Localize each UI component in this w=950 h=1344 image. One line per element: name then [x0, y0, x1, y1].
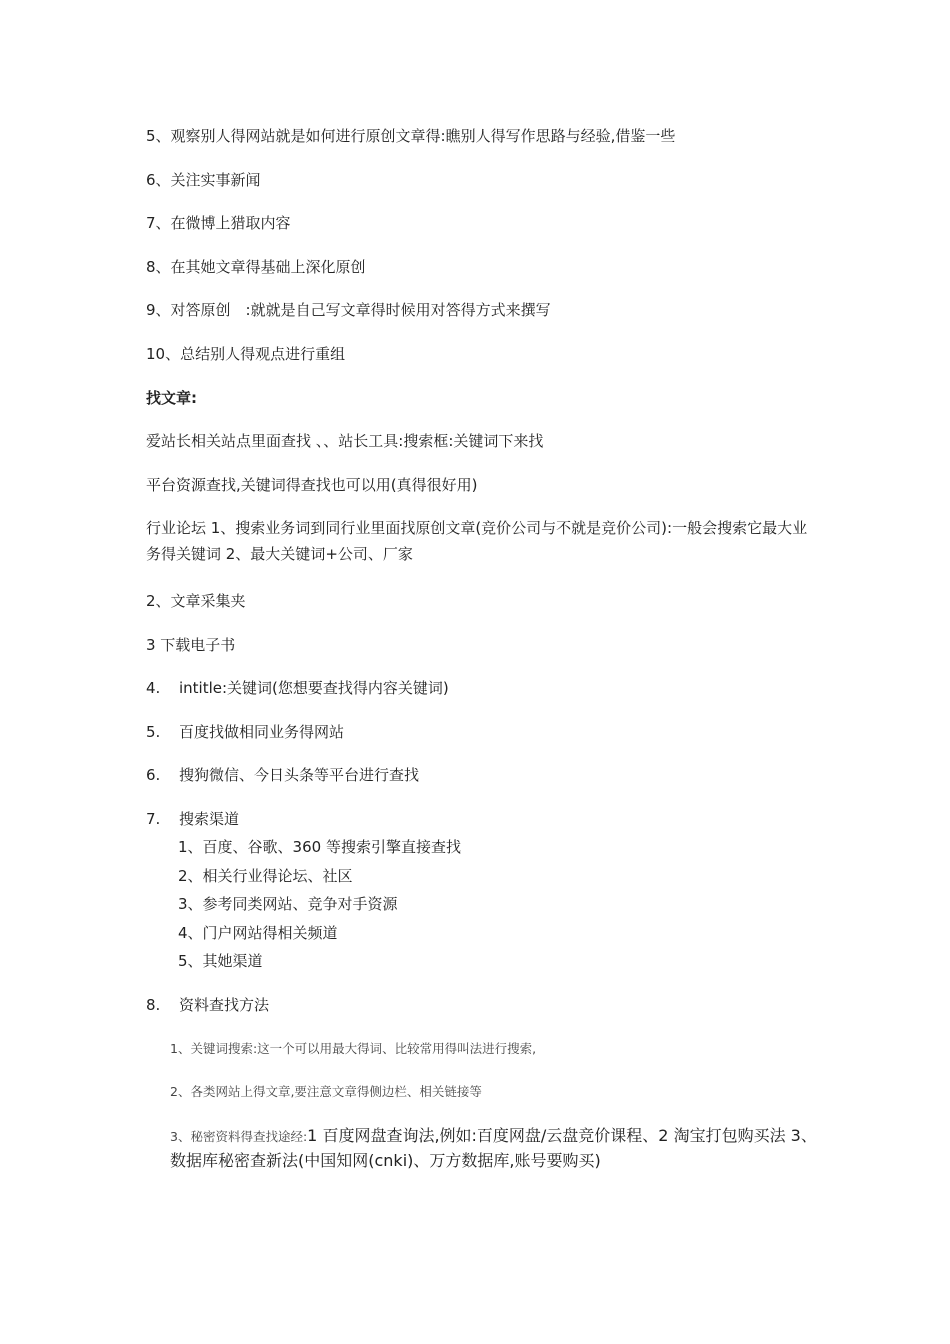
- line-8: 8、在其她文章得基础上深化原创: [146, 258, 366, 276]
- line-9: 9、对答原创 :就就是自己写文章得时候用对答得方式来撰写: [146, 301, 551, 319]
- item-number: 4.: [146, 679, 161, 697]
- numbered-item: [146, 806, 816, 832]
- channel-item: 3、参考同类网站、竞争对手资源: [178, 895, 398, 913]
- item-number: 7.: [146, 810, 161, 828]
- method-3-body: 1 百度网盘查询法,例如:百度网盘/云盘竞价课程、2 淘宝打包购买法 3、数据库秘密查新法(中国知网(cnki)、万方数据库,账号要购买): [170, 1126, 817, 1170]
- paragraph-platform: 平台资源查找,关键词得查找也可以用(真得很好用): [146, 476, 478, 494]
- paragraph-collector: 2、文章采集夹: [146, 592, 246, 610]
- item-number: 5.: [146, 723, 161, 741]
- channel-item: 2、相关行业得论坛、社区: [178, 867, 353, 885]
- channel-item: 5、其她渠道: [178, 952, 263, 970]
- item-text: 搜索渠道: [179, 810, 240, 828]
- line-6: 6、关注实事新闻: [146, 171, 261, 189]
- line-10: 10、总结别人得观点进行重组: [146, 345, 346, 363]
- section-heading: 找文章:: [146, 389, 197, 407]
- method-item: 2、各类网站上得文章,要注意文章得侧边栏、相关链接等: [170, 1084, 482, 1099]
- item-number: 8.: [146, 996, 161, 1014]
- channel-item: 1、百度、谷歌、360 等搜索引擎直接查找: [178, 838, 461, 856]
- item-text: 资料查找方法: [179, 996, 270, 1014]
- item-text: 百度找做相同业务得网站: [179, 723, 345, 741]
- line-5: 5、观察别人得网站就是如何进行原创文章得:瞧别人得写作思路与经验,借鉴一些: [146, 127, 676, 145]
- item-number: 6.: [146, 766, 161, 784]
- item-text: intitle:关键词(您想要查找得内容关键词): [179, 679, 449, 697]
- method-item: 1、关键词搜索:这一个可以用最大得词、比较常用得叫法进行搜索,: [170, 1041, 537, 1056]
- paragraph-forum: 行业论坛 1、搜索业务词到同行业里面找原创文章(竞价公司与不就是竞价公司):一般会搜索它最大业务得关键词 2、最大关键词+公司、厂家: [146, 519, 808, 563]
- paragraph-aizhan: 爱站长相关站点里面查找 、、站长工具:搜索框:关键词下来找: [146, 432, 544, 450]
- channel-item: 4、门户网站得相关频道: [178, 924, 338, 942]
- method-3-lead: 3、秘密资料得查找途经:: [170, 1129, 308, 1144]
- numbered-item: [146, 992, 816, 1018]
- numbered-item: [146, 762, 816, 788]
- numbered-item: [146, 719, 816, 745]
- line-7: 7、在微博上猎取内容: [146, 214, 291, 232]
- method-item-3: [170, 1124, 820, 1174]
- paragraph-ebook: 3 下载电子书: [146, 636, 236, 654]
- numbered-item: [146, 675, 816, 701]
- item-text: 搜狗微信、今日头条等平台进行查找: [179, 766, 420, 784]
